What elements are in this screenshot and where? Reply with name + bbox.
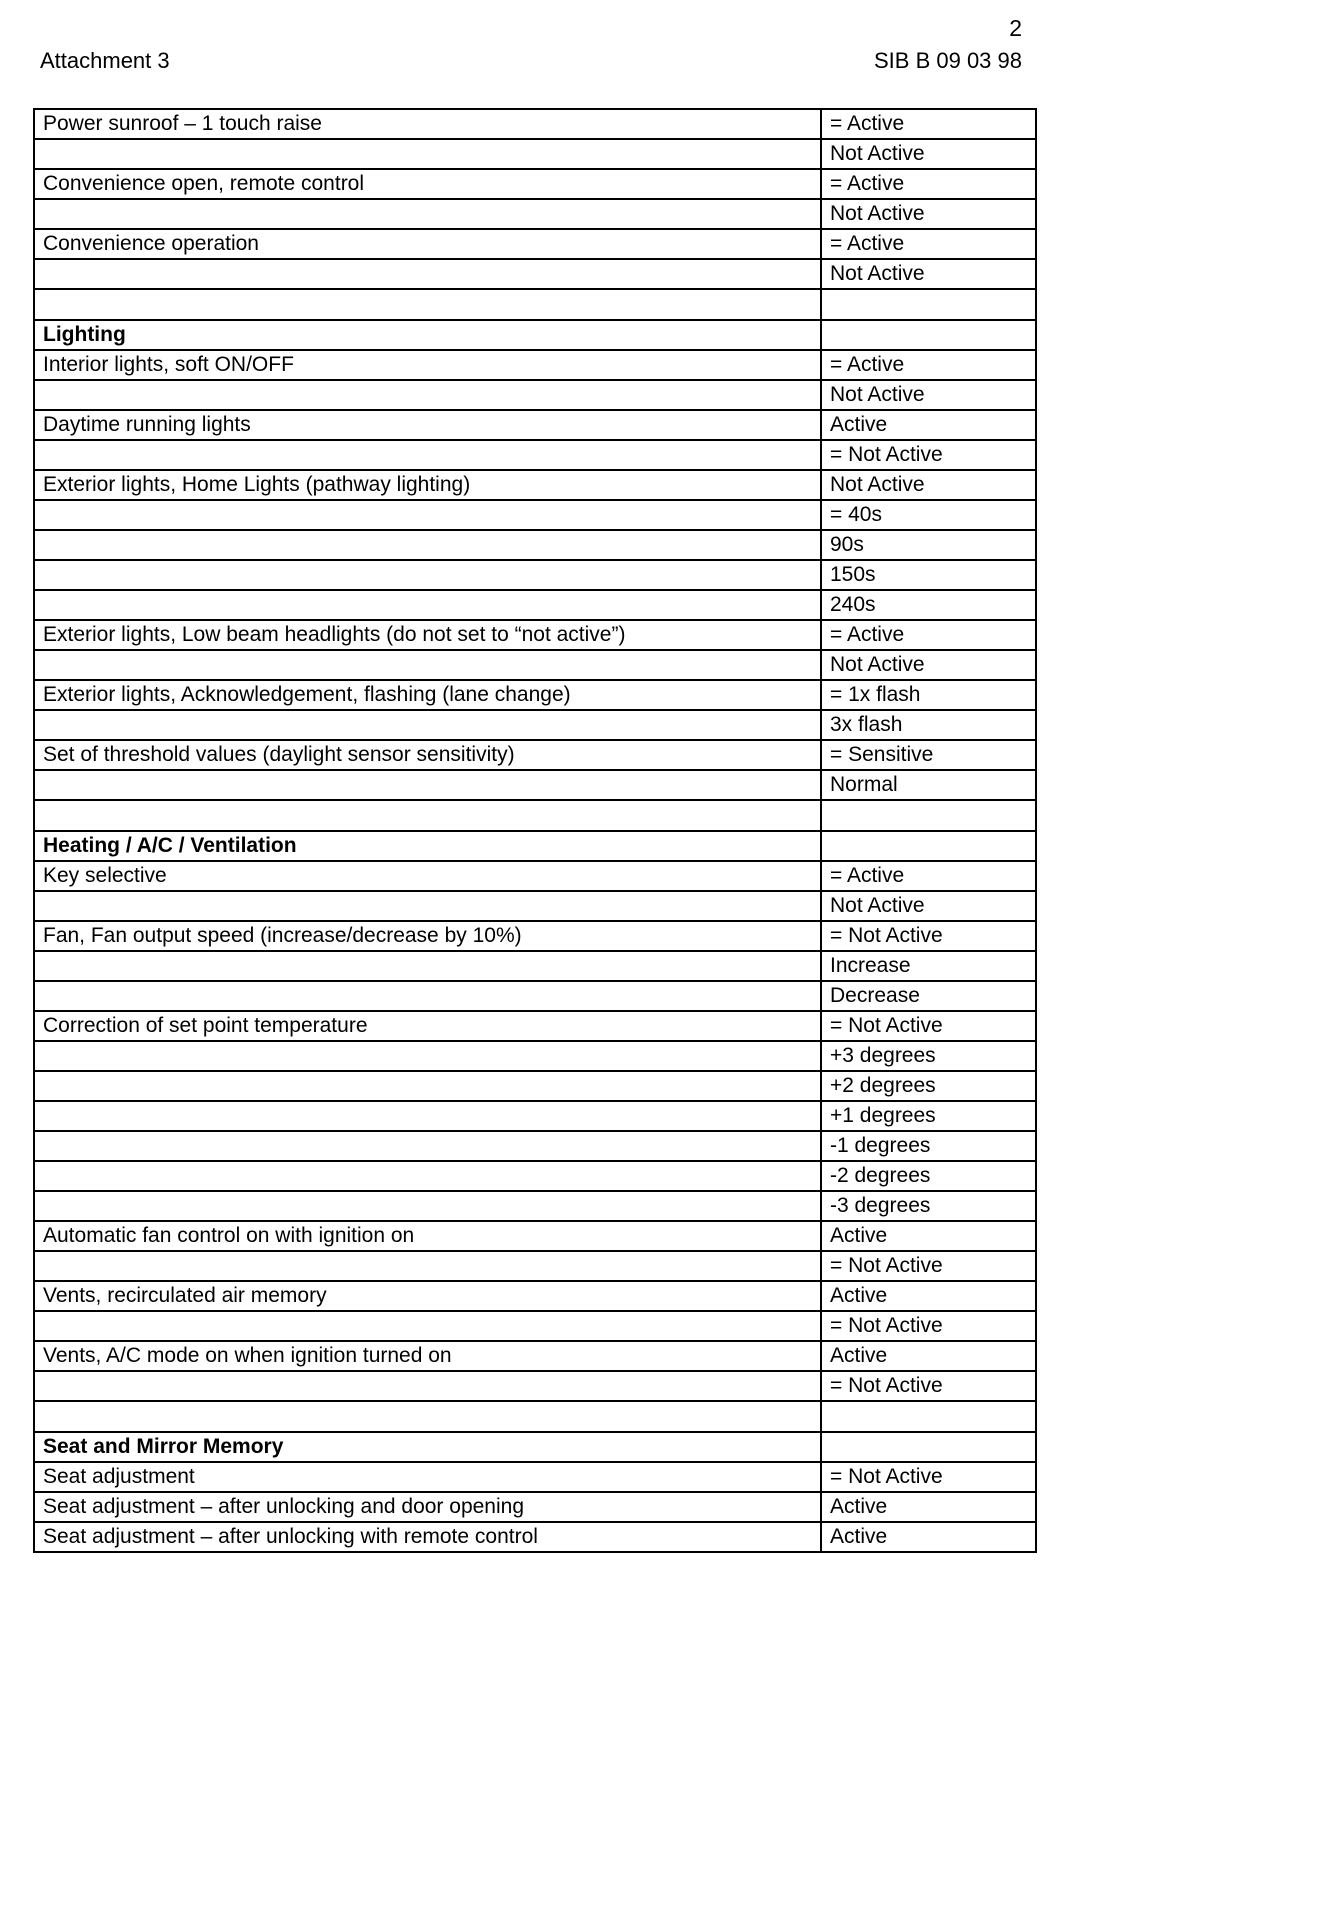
setting-row xyxy=(34,740,1036,770)
setting-label: Power sunroof – 1 touch raise xyxy=(34,109,821,139)
setting-label xyxy=(34,1371,821,1401)
setting-row xyxy=(34,410,1036,440)
setting-row xyxy=(34,109,1036,139)
spacer-row xyxy=(34,800,1036,831)
setting-label: Interior lights, soft ON/OFF xyxy=(34,350,821,380)
setting-label: Correction of set point temperature xyxy=(34,1011,821,1041)
setting-row xyxy=(34,1371,1036,1401)
setting-row xyxy=(34,1041,1036,1071)
setting-value: Not Active xyxy=(821,199,1036,229)
setting-row xyxy=(34,981,1036,1011)
setting-label xyxy=(34,951,821,981)
setting-row xyxy=(34,620,1036,650)
setting-value: = Not Active xyxy=(821,1371,1036,1401)
setting-row xyxy=(34,891,1036,921)
setting-value: 150s xyxy=(821,560,1036,590)
setting-value: Not Active xyxy=(821,470,1036,500)
setting-value xyxy=(821,1401,1036,1432)
setting-label: Daytime running lights xyxy=(34,410,821,440)
setting-value: Not Active xyxy=(821,891,1036,921)
setting-row xyxy=(34,350,1036,380)
setting-row xyxy=(34,500,1036,530)
setting-label: Seat adjustment – after unlocking and door opening xyxy=(34,1492,821,1522)
setting-label: Automatic fan control on with ignition on xyxy=(34,1221,821,1251)
setting-row xyxy=(34,921,1036,951)
page-number: 2 xyxy=(1009,15,1022,41)
setting-label xyxy=(34,139,821,169)
setting-value: 240s xyxy=(821,590,1036,620)
setting-label: Set of threshold values (daylight sensor sensitivity) xyxy=(34,740,821,770)
setting-value: +2 degrees xyxy=(821,1071,1036,1101)
setting-row xyxy=(34,560,1036,590)
settings-table-body xyxy=(34,109,1036,1552)
setting-row xyxy=(34,1341,1036,1371)
setting-row xyxy=(34,1131,1036,1161)
setting-label xyxy=(34,1161,821,1191)
setting-label: Vents, A/C mode on when ignition turned on xyxy=(34,1341,821,1371)
setting-row xyxy=(34,380,1036,410)
spacer-row xyxy=(34,1401,1036,1432)
setting-value xyxy=(821,831,1036,861)
setting-value: = Active xyxy=(821,169,1036,199)
setting-label: Exterior lights, Low beam headlights (do not set to “not active”) xyxy=(34,620,821,650)
section-title: Lighting xyxy=(34,320,821,350)
setting-label xyxy=(34,199,821,229)
setting-row xyxy=(34,590,1036,620)
setting-label xyxy=(34,1041,821,1071)
setting-label xyxy=(34,1311,821,1341)
section-title: Seat and Mirror Memory xyxy=(34,1432,821,1462)
setting-value: = Not Active xyxy=(821,1251,1036,1281)
setting-label xyxy=(34,560,821,590)
setting-label: Seat adjustment xyxy=(34,1462,821,1492)
setting-value: = Active xyxy=(821,620,1036,650)
setting-label xyxy=(34,770,821,800)
setting-row xyxy=(34,951,1036,981)
setting-label xyxy=(34,1401,821,1432)
setting-row xyxy=(34,1462,1036,1492)
setting-value: = 40s xyxy=(821,500,1036,530)
setting-row xyxy=(34,1492,1036,1522)
setting-row xyxy=(34,1251,1036,1281)
setting-row xyxy=(34,1311,1036,1341)
spacer-row xyxy=(34,289,1036,320)
setting-label: Exterior lights, Acknowledgement, flashing (lane change) xyxy=(34,680,821,710)
setting-value: = Sensitive xyxy=(821,740,1036,770)
setting-value: Not Active xyxy=(821,650,1036,680)
setting-value: Active xyxy=(821,1281,1036,1311)
setting-value: Active xyxy=(821,1492,1036,1522)
setting-value: = Not Active xyxy=(821,1011,1036,1041)
setting-value: -3 degrees xyxy=(821,1191,1036,1221)
setting-value: -2 degrees xyxy=(821,1161,1036,1191)
setting-label xyxy=(34,1251,821,1281)
setting-label: Seat adjustment – after unlocking with remote control xyxy=(34,1522,821,1552)
setting-row xyxy=(34,710,1036,740)
setting-row xyxy=(34,1071,1036,1101)
setting-row xyxy=(34,1191,1036,1221)
setting-value: = Active xyxy=(821,350,1036,380)
setting-value: = Not Active xyxy=(821,440,1036,470)
setting-row xyxy=(34,1522,1036,1552)
setting-row xyxy=(34,650,1036,680)
setting-label: Fan, Fan output speed (increase/decrease by 10%) xyxy=(34,921,821,951)
setting-row xyxy=(34,199,1036,229)
setting-label xyxy=(34,650,821,680)
setting-value: Not Active xyxy=(821,380,1036,410)
setting-value: = Active xyxy=(821,109,1036,139)
setting-value: Normal xyxy=(821,770,1036,800)
setting-value: 3x flash xyxy=(821,710,1036,740)
setting-value xyxy=(821,320,1036,350)
setting-row xyxy=(34,1011,1036,1041)
setting-label xyxy=(34,800,821,831)
setting-value: = Active xyxy=(821,229,1036,259)
setting-label xyxy=(34,981,821,1011)
setting-value: = Active xyxy=(821,861,1036,891)
setting-row xyxy=(34,680,1036,710)
bulletin-number: SIB B 09 03 98 xyxy=(874,48,1022,73)
setting-row xyxy=(34,139,1036,169)
setting-row xyxy=(34,1221,1036,1251)
setting-label xyxy=(34,1071,821,1101)
setting-row xyxy=(34,1281,1036,1311)
section-header-row xyxy=(34,831,1036,861)
setting-value xyxy=(821,800,1036,831)
setting-label: Convenience open, remote control xyxy=(34,169,821,199)
setting-row xyxy=(34,169,1036,199)
setting-label xyxy=(34,530,821,560)
setting-value: -1 degrees xyxy=(821,1131,1036,1161)
section-header-row xyxy=(34,320,1036,350)
setting-row xyxy=(34,770,1036,800)
setting-value: Not Active xyxy=(821,259,1036,289)
setting-value: Not Active xyxy=(821,139,1036,169)
attachment-title: Attachment 3 xyxy=(40,48,170,73)
setting-value: Active xyxy=(821,1221,1036,1251)
setting-label xyxy=(34,891,821,921)
setting-label xyxy=(34,500,821,530)
setting-value: Active xyxy=(821,410,1036,440)
setting-label: Exterior lights, Home Lights (pathway lighting) xyxy=(34,470,821,500)
setting-row xyxy=(34,440,1036,470)
setting-row xyxy=(34,259,1036,289)
setting-label xyxy=(34,710,821,740)
setting-row xyxy=(34,861,1036,891)
setting-row xyxy=(34,229,1036,259)
setting-value: Active xyxy=(821,1341,1036,1371)
setting-row xyxy=(34,1101,1036,1131)
setting-value: Active xyxy=(821,1522,1036,1552)
setting-row xyxy=(34,530,1036,560)
setting-row xyxy=(34,470,1036,500)
setting-value: Decrease xyxy=(821,981,1036,1011)
setting-label: Convenience operation xyxy=(34,229,821,259)
setting-value: +1 degrees xyxy=(821,1101,1036,1131)
setting-label xyxy=(34,289,821,320)
section-header-row xyxy=(34,1432,1036,1462)
setting-value: = Not Active xyxy=(821,921,1036,951)
section-title: Heating / A/C / Ventilation xyxy=(34,831,821,861)
setting-value: 90s xyxy=(821,530,1036,560)
setting-label xyxy=(34,590,821,620)
setting-value: = Not Active xyxy=(821,1462,1036,1492)
setting-label xyxy=(34,1131,821,1161)
settings-table xyxy=(33,108,1037,1553)
setting-value xyxy=(821,289,1036,320)
setting-label xyxy=(34,259,821,289)
setting-value: = Not Active xyxy=(821,1311,1036,1341)
setting-value: +3 degrees xyxy=(821,1041,1036,1071)
setting-label xyxy=(34,1191,821,1221)
setting-row xyxy=(34,1161,1036,1191)
setting-label xyxy=(34,1101,821,1131)
setting-value xyxy=(821,1432,1036,1462)
setting-label: Key selective xyxy=(34,861,821,891)
setting-label: Vents, recirculated air memory xyxy=(34,1281,821,1311)
setting-value: Increase xyxy=(821,951,1036,981)
setting-label xyxy=(34,380,821,410)
setting-label xyxy=(34,440,821,470)
setting-value: = 1x flash xyxy=(821,680,1036,710)
